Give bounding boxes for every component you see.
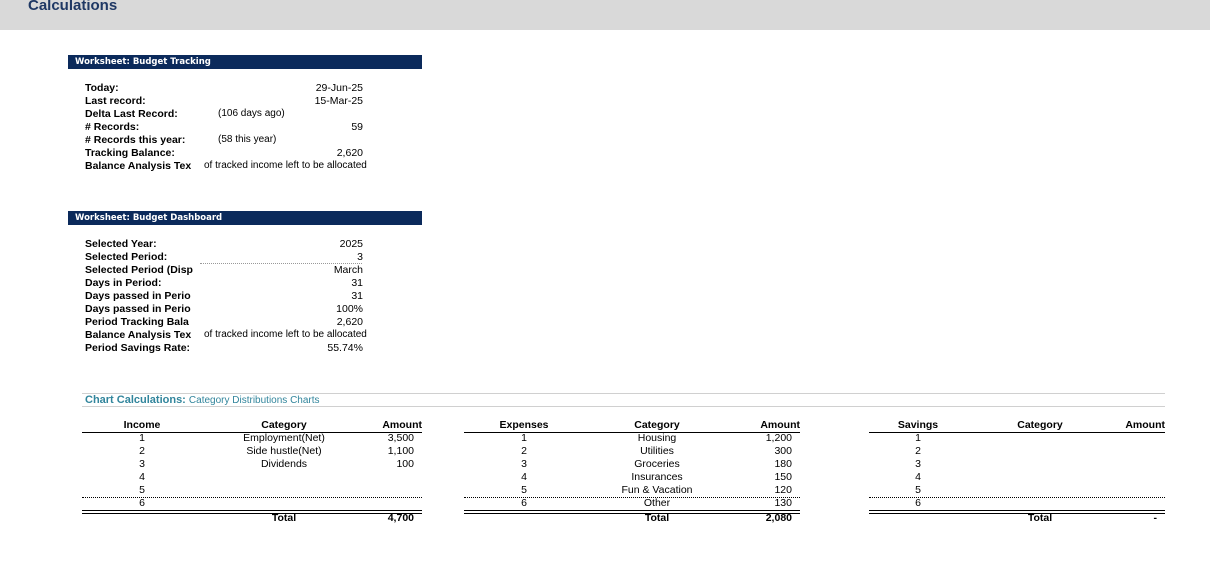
kv-value: 3 [357, 251, 363, 263]
table-header: Amount [1125, 419, 1165, 431]
page-title: Calculations [28, 0, 118, 14]
row-amount: 1,100 [387, 445, 414, 457]
total-value: - [1153, 512, 1157, 524]
row-category: Other [643, 497, 671, 509]
kv-label: Days in Period: [85, 277, 162, 289]
total-label: Total [271, 512, 297, 524]
kv-label: # Records this year: [85, 134, 186, 146]
kv-note: of tracked income left to be allocated [204, 160, 367, 171]
kv-value: 31 [351, 290, 363, 302]
row-number: 5 [521, 484, 527, 496]
kv-note: of tracked income left to be allocated [204, 329, 367, 340]
kv-label: Selected Year: [85, 238, 157, 250]
row-number: 3 [521, 458, 527, 470]
row-category: Insurances [631, 471, 683, 483]
kv-label: Last record: [85, 95, 146, 107]
table-header: Category [634, 419, 680, 431]
kv-label: Period Tracking Bala [85, 316, 189, 328]
dotted-separator [200, 263, 362, 264]
kv-value: 59 [351, 121, 363, 133]
row-amount: 120 [774, 484, 792, 496]
total-value: 4,700 [387, 512, 414, 524]
kv-value: 2,620 [336, 147, 363, 159]
kv-label: Delta Last Record: [85, 108, 178, 120]
row-number: 1 [915, 432, 921, 444]
row-category: Employment(Net) [243, 432, 325, 444]
row-number: 1 [521, 432, 527, 444]
title-bar [0, 0, 1210, 30]
kv-label: Balance Analysis Tex [85, 160, 192, 172]
row-number: 6 [139, 497, 145, 509]
row-amount: 130 [774, 497, 792, 509]
row-number: 6 [521, 497, 527, 509]
kv-value: 100% [336, 303, 363, 315]
row-number: 4 [521, 471, 527, 483]
table-header: Income [123, 419, 161, 431]
row-category: Dividends [260, 458, 308, 470]
total-label: Total [1027, 512, 1053, 524]
table-header: Category [1017, 419, 1063, 431]
kv-note: (58 this year) [218, 134, 277, 145]
table-header: Category [261, 419, 307, 431]
kv-value: 31 [351, 277, 363, 289]
row-amount: 1,200 [765, 432, 792, 444]
row-number: 6 [915, 497, 921, 509]
kv-label: Days passed in Perio [85, 303, 191, 315]
chart-calculations-title [85, 394, 320, 406]
row-number: 2 [139, 445, 145, 457]
row-number: 5 [915, 484, 921, 496]
kv-value: 2025 [339, 238, 363, 250]
row-category: Fun & Vacation [621, 484, 693, 496]
row-number: 4 [139, 471, 145, 483]
row-number: 1 [139, 432, 145, 444]
kv-label: Selected Period (Disp [85, 264, 193, 276]
total-value: 2,080 [765, 512, 792, 524]
kv-label: Period Savings Rate: [85, 342, 191, 354]
row-number: 2 [521, 445, 527, 457]
chart-calc-subtitle: Category Distributions Charts [188, 395, 320, 406]
row-number: 2 [915, 445, 921, 457]
kv-value: March [333, 264, 363, 276]
chart-calc-label: Chart Calculations: [85, 394, 186, 406]
kv-label: Today: [85, 82, 119, 94]
table-header: Amount [760, 419, 800, 431]
row-amount: 300 [774, 445, 792, 457]
kv-value: 15-Mar-25 [314, 95, 363, 107]
kv-label: Tracking Balance: [85, 147, 175, 159]
row-amount: 100 [396, 458, 414, 470]
kv-label: # Records: [85, 121, 140, 133]
row-category: Side hustle(Net) [246, 445, 322, 457]
row-amount: 3,500 [387, 432, 414, 444]
kv-label: Selected Period: [85, 251, 168, 263]
table-header: Expenses [499, 419, 549, 431]
row-number: 3 [915, 458, 921, 470]
row-number: 3 [139, 458, 145, 470]
row-number: 5 [139, 484, 145, 496]
row-category: Housing [637, 432, 677, 444]
budget-tracking-header: Worksheet: Budget Tracking [68, 55, 422, 69]
dotted-row-separator [82, 497, 422, 498]
row-category: Utilities [640, 445, 674, 457]
row-number: 4 [915, 471, 921, 483]
kv-label: Days passed in Perio [85, 290, 191, 302]
budget-dashboard-header: Worksheet: Budget Dashboard [68, 211, 422, 225]
dotted-row-separator [464, 497, 800, 498]
dotted-row-separator [869, 497, 1165, 498]
row-amount: 180 [774, 458, 792, 470]
table-header: Amount [382, 419, 422, 431]
kv-value: 55.74% [327, 342, 363, 354]
table-header: Savings [897, 419, 939, 431]
kv-value: 2,620 [336, 316, 363, 328]
kv-label: Balance Analysis Tex [85, 329, 192, 341]
total-label: Total [644, 512, 670, 524]
row-amount: 150 [774, 471, 792, 483]
kv-note: (106 days ago) [218, 108, 285, 119]
row-category: Groceries [634, 458, 680, 470]
chart-calc-bottom-border [82, 406, 1165, 407]
kv-value: 29-Jun-25 [315, 82, 363, 94]
